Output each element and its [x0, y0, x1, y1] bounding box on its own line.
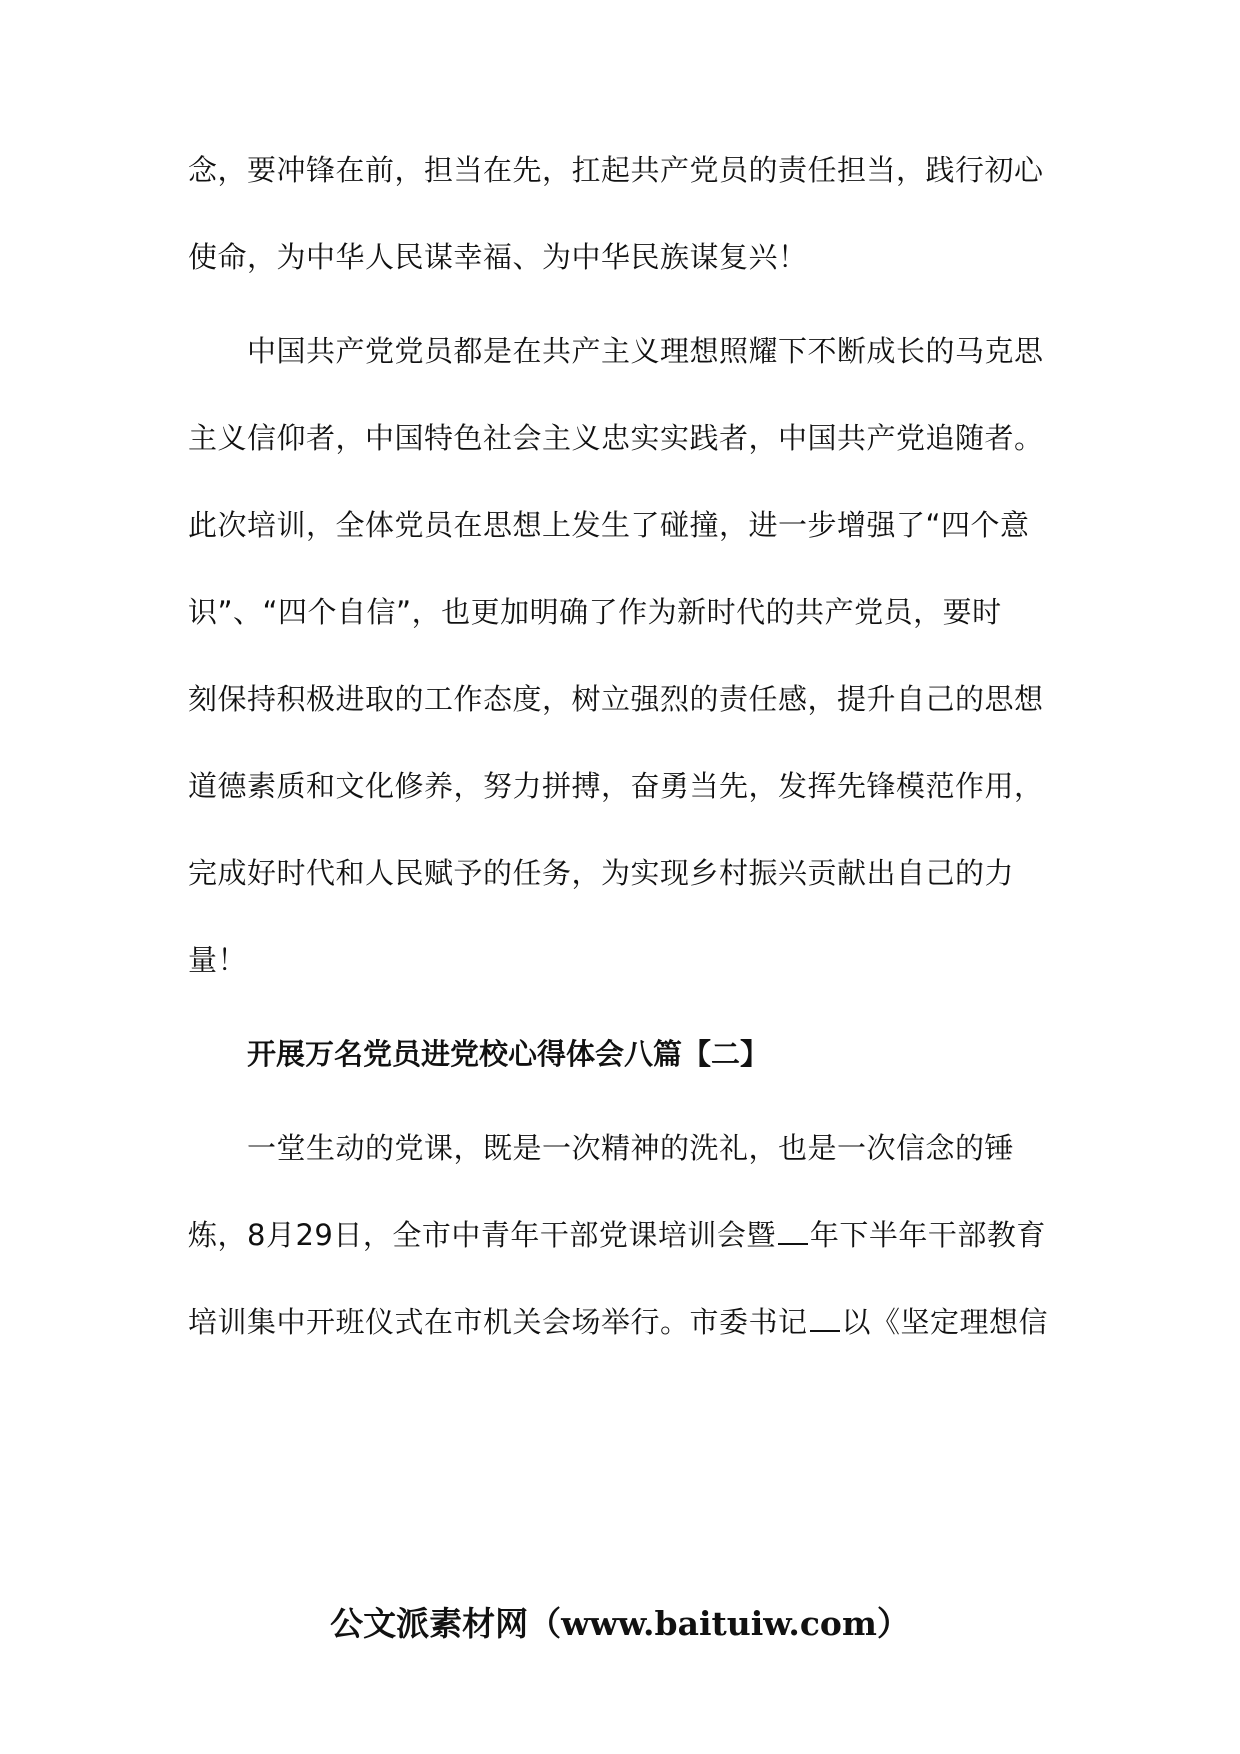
page-footer: 公文派素材网（www.baituiw.com） [330, 1604, 910, 1643]
paragraph-line: 刻保持积极进取的工作态度，树立强烈的责任感，提升自己的思想 [188, 682, 1044, 716]
paragraph-line: 念，要冲锋在前，担当在先，扛起共产党员的责任担当，践行初心 [188, 153, 1044, 187]
paragraph-line: 道德素质和文化修养，努力拼搏，奋勇当先，发挥先锋模范作用， [188, 769, 1044, 803]
paragraph-line: 完成好时代和人民赋予的任务，为实现乡村振兴贡献出自己的力 [188, 856, 1015, 890]
section-heading: 开展万名党员进党校心得体会八篇【二】 [247, 1037, 770, 1071]
paragraph-line: 量！ [188, 943, 248, 977]
paragraph-line [188, 1302, 1048, 1342]
paragraph-text: 炼，8月29日，全市中青年干部党课培训会暨 [188, 1218, 776, 1252]
paragraph-text: 以《坚定理想信 [841, 1305, 1049, 1339]
fill-in-blank [778, 1215, 808, 1245]
paragraph-line: 此次培训，全体党员在思想上发生了碰撞，进一步增强了“四个意 [188, 508, 1030, 542]
paragraph-text: 年下半年干部教育 [809, 1218, 1046, 1252]
fill-in-blank [810, 1302, 840, 1332]
paragraph-line: 中国共产党党员都是在共产主义理想照耀下不断成长的马克思 [247, 334, 1044, 368]
paragraph-line: 使命，为中华人民谋幸福、为中华民族谋复兴！ [188, 240, 808, 274]
paragraph-line [188, 1215, 1046, 1255]
paragraph-line: 主义信仰者，中国特色社会主义忠实实践者，中国共产党追随者。 [188, 421, 1044, 455]
paragraph-text: 培训集中开班仪式在市机关会场举行。市委书记 [188, 1305, 808, 1339]
paragraph-line: 识”、“四个自信”，也更加明确了作为新时代的共产党员，要时 [188, 595, 1002, 629]
paragraph-line: 一堂生动的党课，既是一次精神的洗礼，也是一次信念的锤 [247, 1131, 1015, 1165]
